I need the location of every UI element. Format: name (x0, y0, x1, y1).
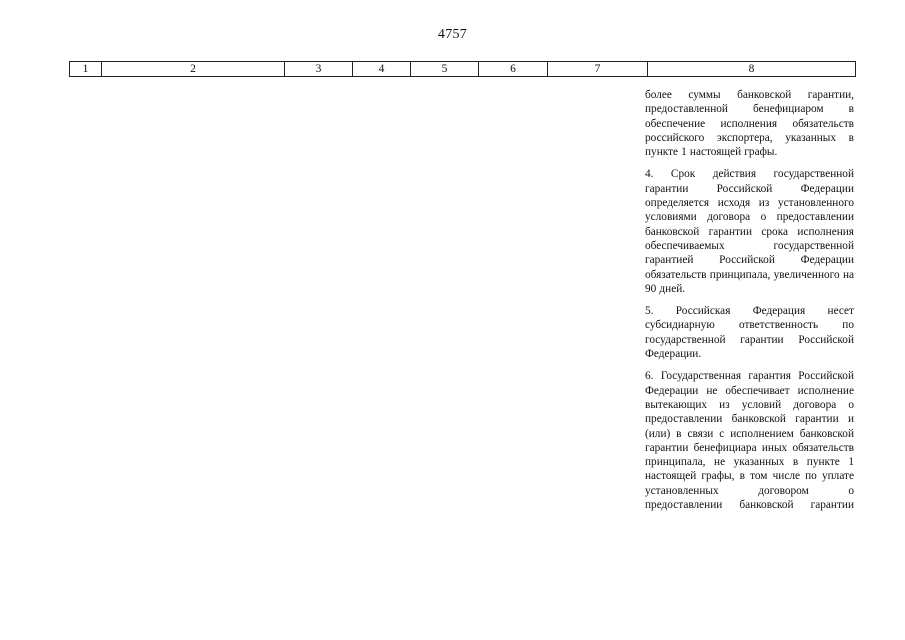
column-header-2: 2 (102, 62, 285, 77)
column-header-6: 6 (479, 62, 548, 77)
page-number: 4757 (437, 27, 468, 42)
column-number-header-table (69, 61, 856, 77)
column-8-paragraph: 6. Государственная гарантия Российской Федерации не обеспечивает исполнение вытекающих из условий договора о предоставлении банковской гарантии и (или) в связи с исполнением банковской гарантии бенефициара иных обязательств принципала, не указанных в пункте 1 настоящей графы, в том числе по уплате установленных договором о предоставлении банковской гарантии (645, 370, 854, 512)
column-header-5: 5 (411, 62, 479, 77)
column-header-3: 3 (285, 62, 353, 77)
column-header-7: 7 (548, 62, 648, 77)
column-8-paragraph: 5. Российская Федерация несет субсидиарную ответственность по государственной гарантии Российской Федерации. (645, 305, 854, 361)
column-header-1: 1 (70, 62, 102, 77)
column-8-paragraph: более суммы банковской гарантии, предоставленной бенефициаром в обеспечение исполнения обязательств российского экспортера, указанных в пункте 1 настоящей графы. (645, 89, 854, 159)
column-8-text (645, 88, 854, 512)
column-header-4: 4 (353, 62, 411, 77)
column-number-row (70, 62, 856, 77)
column-header-8: 8 (648, 62, 856, 77)
column-8-paragraph: 4. Срок действия государственной гарантии Российской Федерации определяется исходя из установленного условиями договора о предоставлении банковской гарантии срока исполнения обеспечиваемых государственной гарантией Российской Федерации обязательств принципала, увеличенного на 90 дней. (645, 168, 854, 295)
